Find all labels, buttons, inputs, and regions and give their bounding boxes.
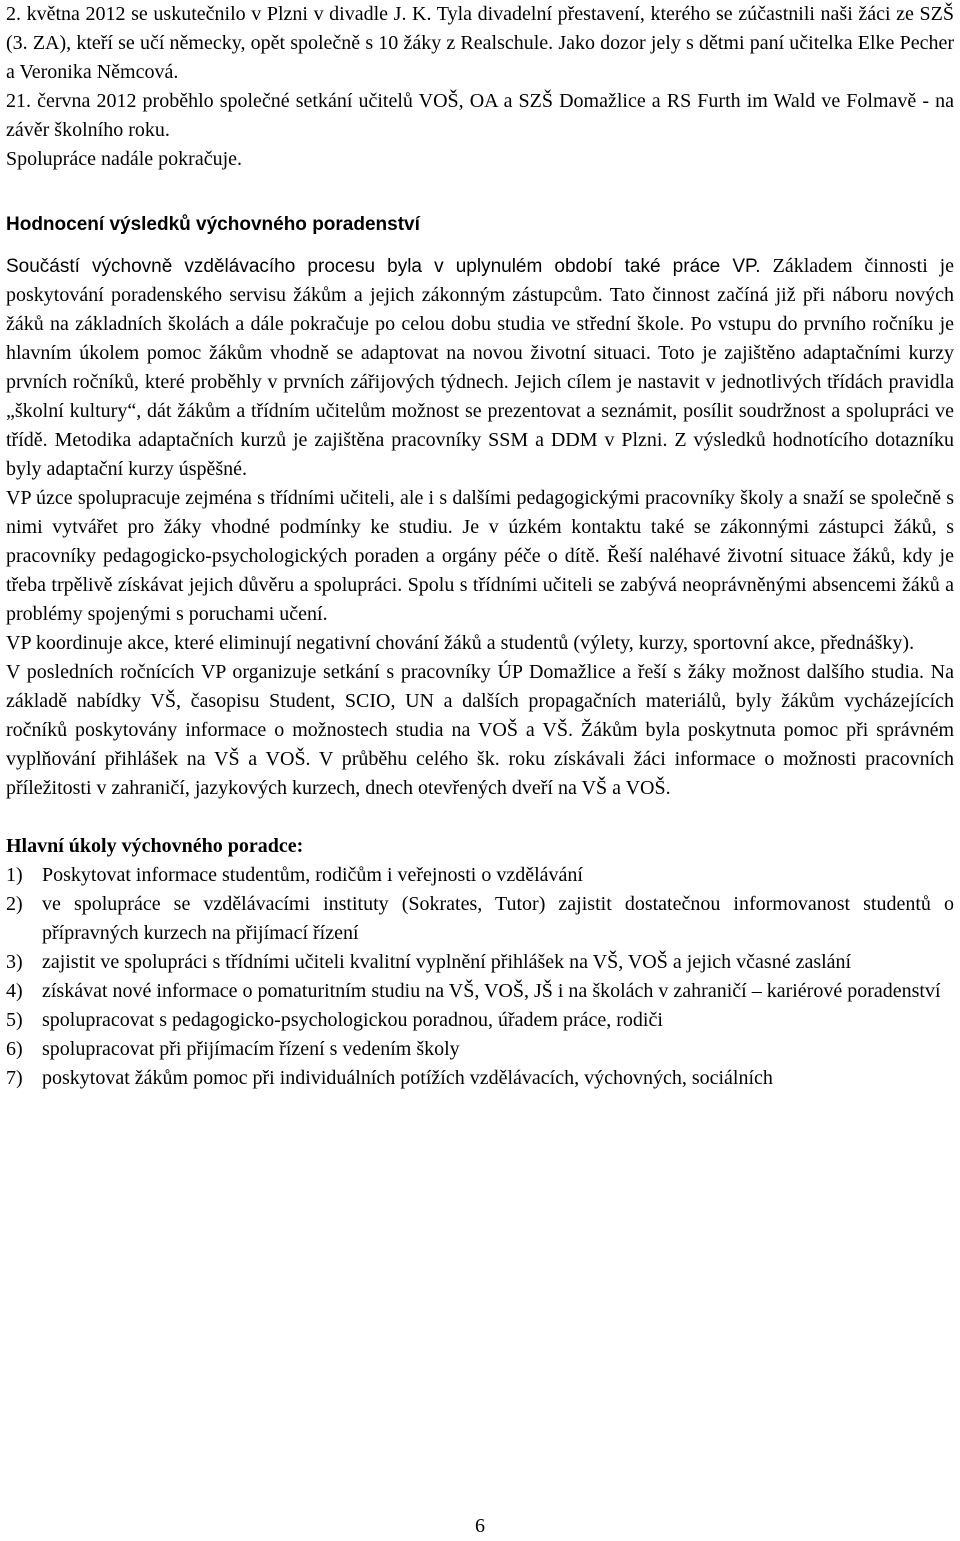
list-item-number: 1) <box>6 864 23 886</box>
paragraph-actions: VP koordinuje akce, které eliminují negativní chování žáků a studentů (výlety, kurzy, sportovní akce, přednášky). <box>6 632 915 654</box>
list-item-text: spolupracovat při přijímacím řízení s vedením školy <box>42 1038 460 1060</box>
list-item-text: spolupracovat s pedagogicko-psychologickou poradnou, úřadem práce, rodiči <box>42 1009 663 1031</box>
list-item <box>6 948 954 977</box>
list-item-number: 7) <box>6 1067 23 1089</box>
section-heading: Hodnocení výsledků výchovného poradenství <box>6 214 420 235</box>
section-intro <box>6 252 954 484</box>
list-item-number: 5) <box>6 1009 23 1031</box>
list-item-text: získávat nové informace o pomaturitním studiu na VŠ, VOŠ, JŠ i na školách v zahraničí – kariérové poradenství <box>42 980 941 1002</box>
list-item-text: ve spolupráce se vzdělávacími instituty (Sokrates, Tutor) zajistit dostatečnou informovanost studentů o přípravných kurzech na přijímací řízení <box>42 893 954 944</box>
tasks-heading: Hlavní úkoly výchovného poradce: <box>6 835 304 857</box>
paragraph-further-study: V posledních ročnících VP organizuje setkání s pracovníky ÚP Domažlice a řeší s žáky možnost dalšího studia. Na základě nabídky VŠ, časopisu Student, SCIO, UN a dalších propagačních materiálů, byly žákům vycházejících ročníků poskytovány informace o možnostech studia na VOŠ a VŠ. Žákům byla poskytnuta pomoc při správném vyplňování přihlášek na VŠ a VOŠ. V průběhu celého šk. roku získávali žáci informace o možnosti pracovních příležitosti v zahraničí, jazykových kurzech, dnech otevřených dveří na VŠ a VOŠ. <box>6 661 954 799</box>
intro-sentence: Součástí výchovně vzdělávacího procesu byla v uplynulém období také práce VP. <box>6 256 761 277</box>
list-item-number: 6) <box>6 1038 23 1060</box>
list-item-number: 3) <box>6 951 23 973</box>
list-item <box>6 861 954 890</box>
paragraph-theatre: 2. května 2012 se uskutečnilo v Plzni v divadle J. K. Tyla divadelní přestavení, kterého se zúčastnili naši žáci ze SZŠ (3. ZA), kteří se učí německy, opět společně s 10 žáky z Realschule. Jako dozor jely s dětmi paní učitelka Elke Pecher a Veronika Němcová. <box>6 3 954 83</box>
list-item <box>6 1064 954 1093</box>
list-item-text: poskytovat žákům pomoc při individuálních potížích vzdělávacích, výchovných, sociálních <box>42 1067 773 1089</box>
tasks-list <box>6 861 954 1093</box>
list-item-text: Poskytovat informace studentům, rodičům i veřejnosti o vzdělávání <box>42 864 583 886</box>
list-item-text: zajistit ve spolupráci s třídními učiteli kvalitní vyplnění přihlášek na VŠ, VOŠ a jejich včasné zaslání <box>42 951 852 973</box>
list-item-number: 4) <box>6 980 23 1002</box>
intro-continuation: Základem činnosti je poskytování poradenského servisu žákům a jejich zákonným zástupcům. Tato činnost začíná již při náboru nových žáků na základních školách a dále pokračuje po celou dobu studia ve střední škole. Po vstupu do prvního ročníku je hlavním úkolem pomoc žákům vhodně se adaptovat na novou životní situaci. Toto je zajištěno adaptačními kurzy prvních ročníků, které proběhly v prvních zářijových týdnech. Jejich cílem je nastavit v jednotlivých třídách pravidla „školní kultury“, dát žákům a třídním učitelům možnost se prezentovat a seznámit, posílit soudržnost a spolupráci ve třídě. Metodika adaptačních kurzů je zajištěna pracovníky SSM a DDM v Plzni. Z výsledků hodnotícího dotazníku byly adaptační kurzy úspěšné. <box>6 255 955 480</box>
list-item-number: 2) <box>6 893 23 915</box>
page-number: 6 <box>475 1515 485 1537</box>
paragraph-cooperation: Spolupráce nadále pokračuje. <box>6 148 243 170</box>
list-item <box>6 1006 954 1035</box>
document-page <box>6 0 954 1093</box>
paragraph-meeting: 21. června 2012 proběhlo společné setkání učitelů VOŠ, OA a SZŠ Domažlice a RS Furth im Wald ve Folmavě - na závěr školního roku. <box>6 90 954 141</box>
paragraph-cooperation-teachers: VP úzce spolupracuje zejména s třídními učiteli, ale i s dalšími pedagogickými pracovníky školy a snaží se společně s nimi vytvářet pro žáky vhodné podmínky ke studiu. Je v úzkém kontaktu také se zákonnými zástupci žáků, s pracovníky pedagogicko-psychologických poraden a orgány péče o dítě. Řeší naléhavé životní situace žáků, kdy je třeba trpělivě získávat jejich důvěru a spolupráci. Spolu s třídními učiteli se zabývá neoprávněnými absencemi žáků a problémy spojenými s poruchami učení. <box>6 487 954 625</box>
list-item <box>6 890 954 948</box>
list-item <box>6 977 954 1006</box>
list-item <box>6 1035 954 1064</box>
